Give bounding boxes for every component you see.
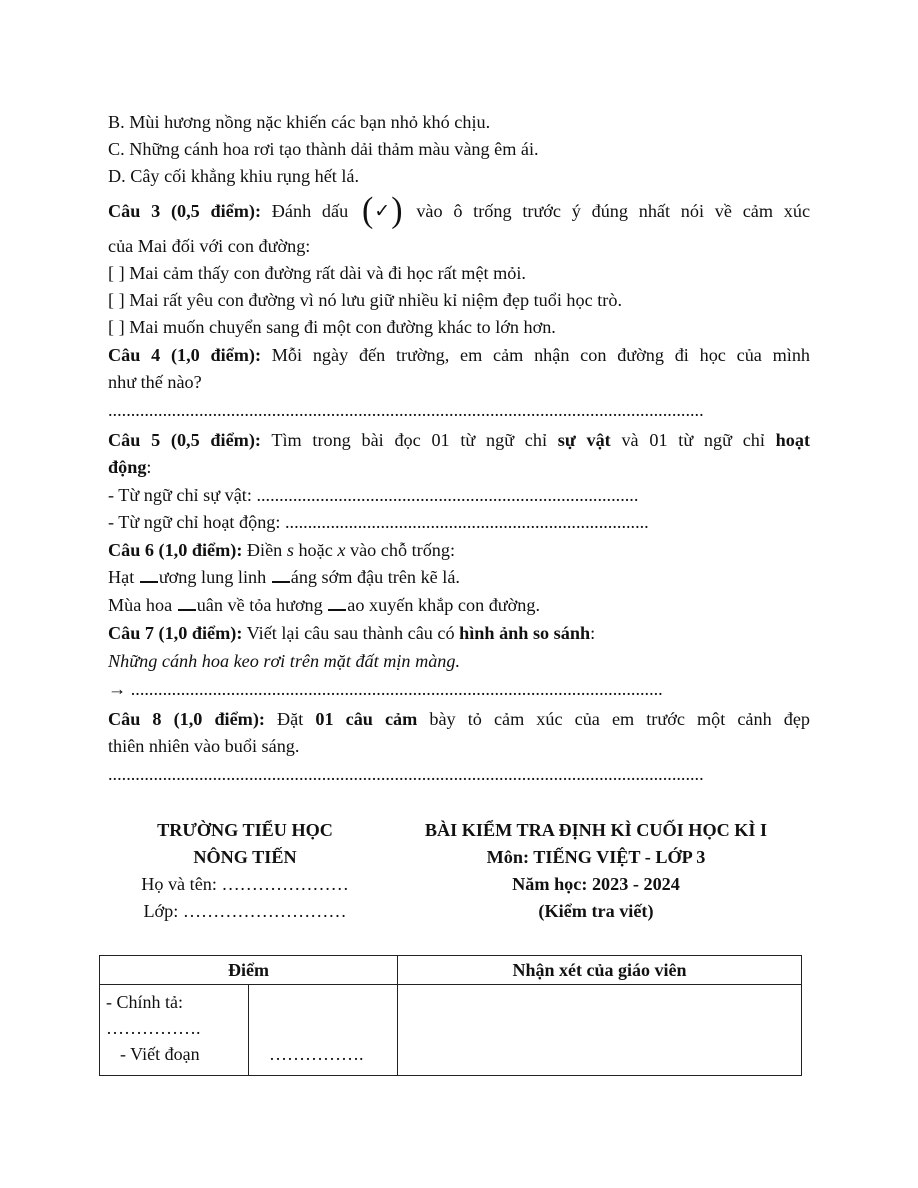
question-8-text: Đặt — [277, 709, 304, 729]
fill-blank-4[interactable] — [328, 594, 346, 611]
checkmark-icon: ( ✓ ) — [361, 191, 403, 230]
question-5-line2 — [108, 454, 151, 480]
question-5-term-1: sự vật — [557, 430, 611, 450]
question-7 — [108, 620, 595, 646]
question-7-label: Câu 7 (1,0 điểm): — [108, 623, 243, 643]
question-3-text-cont: vào ô trống trước ý đúng nhất nói về cảm xúc — [416, 201, 811, 222]
question-6 — [108, 537, 455, 563]
q6-l1-part-c: áng sớm đậu trên kẽ lá. — [290, 567, 460, 587]
question-7-sentence: Những cánh hoa keo rơi trên mặt đất mịn màng. — [108, 651, 461, 671]
exam-type: (Kiểm tra viết) — [538, 901, 654, 921]
score-label-paragraph: - Viết đoạn — [120, 1044, 200, 1064]
question-4-answer-line[interactable]: ................................................................................................................................... — [108, 400, 704, 420]
question-6-line-2 — [108, 592, 540, 618]
comment-column-header: Nhận xét của giáo viên — [398, 956, 802, 985]
question-6-letter-s: s — [286, 540, 294, 560]
question-5-answer-verb[interactable]: - Từ ngữ chỉ hoạt động: ................................................................................ — [108, 512, 649, 532]
score-dots-spelling[interactable]: ……………. — [106, 1018, 201, 1038]
question-8-term: 01 câu cảm — [315, 709, 418, 729]
teacher-comment-cell[interactable] — [398, 985, 802, 1076]
question-6-label: Câu 6 (1,0 điểm): — [108, 540, 243, 560]
option-b: B. Mùi hương nồng nặc khiến các bạn nhỏ khó chịu. — [108, 112, 491, 132]
q6-l1-part-b: ương lung linh — [158, 567, 267, 587]
question-3-text: Đánh dấu — [271, 201, 349, 222]
question-7-term: hình ảnh so sánh — [459, 623, 591, 643]
fill-blank-2[interactable] — [272, 566, 290, 583]
question-3 — [108, 191, 811, 230]
question-5-label: Câu 5 (0,5 điểm): — [108, 430, 261, 450]
question-5-term-2: hoạt — [775, 430, 811, 450]
school-name-line2: NÔNG TIẾN — [193, 847, 297, 867]
option-d: D. Cây cối khẳng khiu rụng hết lá. — [108, 166, 360, 186]
student-name-field[interactable]: Họ và tên: ………………… — [141, 874, 349, 894]
exam-year: Năm học: 2023 - 2024 — [512, 874, 680, 894]
score-table — [99, 955, 802, 1076]
question-4-text: Mỗi ngày đến trường, em cảm nhận con đường đi học của mình — [271, 345, 811, 365]
question-5 — [108, 427, 810, 453]
question-7-text: Viết lại câu sau thành câu có — [246, 623, 455, 643]
score-labels-cell — [100, 985, 249, 1076]
exam-title: BÀI KIỂM TRA ĐỊNH KÌ CUỐI HỌC KÌ I — [424, 820, 768, 840]
score-dots-paragraph[interactable]: ……………. — [269, 1044, 364, 1064]
question-3-label: Câu 3 (0,5 điểm): — [108, 201, 262, 222]
question-8 — [108, 706, 810, 732]
score-column-header: Điểm — [100, 956, 398, 985]
school-name-line1: TRƯỜNG TIỂU HỌC — [157, 820, 333, 840]
exam-header — [388, 817, 804, 925]
question-6-text-or: hoặc — [298, 540, 333, 560]
q6-l1-part-a: Hạt — [108, 567, 135, 587]
q6-l2-part-a: Mùa hoa — [108, 595, 173, 615]
question-5-answer-noun[interactable]: - Từ ngữ chỉ sự vật: .................................................................................... — [108, 485, 639, 505]
question-3-option-3[interactable]: [ ] Mai muốn chuyển sang đi một con đường khác to lớn hơn. — [108, 317, 556, 337]
question-8-label: Câu 8 (1,0 điểm): — [108, 709, 265, 729]
question-7-answer-line[interactable]: → ..................................................................................................................... — [108, 679, 663, 699]
fill-blank-3[interactable] — [178, 594, 196, 611]
student-class-field[interactable]: Lớp: ……………………… — [143, 901, 347, 921]
question-3-text-line2: của Mai đối với con đường: — [108, 236, 311, 256]
question-6-text-cont: vào chỗ trống: — [349, 540, 456, 560]
q6-l2-part-b: uân về tỏa hương — [196, 595, 323, 615]
option-c: C. Những cánh hoa rơi tạo thành dải thảm màu vàng êm ái. — [108, 139, 539, 159]
question-4-label: Câu 4 (1,0 điểm): — [108, 345, 261, 365]
question-7-colon: : — [590, 623, 596, 643]
q6-l2-part-c: ao xuyến khắp con đường. — [347, 595, 541, 615]
question-8-text-cont: bày tỏ cảm xúc của em trước một cảnh đẹp — [429, 709, 811, 729]
question-3-option-2[interactable]: [ ] Mai rất yêu con đường vì nó lưu giữ nhiều kỉ niệm đẹp tuổi học trò. — [108, 290, 622, 310]
exam-subject: Môn: TIẾNG VIỆT - LỚP 3 — [486, 847, 706, 867]
question-5-text: Tìm trong bài đọc 01 từ ngữ chỉ — [271, 430, 548, 450]
question-4 — [108, 342, 810, 368]
question-5-text-cont: và 01 từ ngữ chỉ — [621, 430, 765, 450]
question-4-text-line2: như thế nào? — [108, 372, 202, 392]
question-5-term-2-cont: động — [108, 457, 147, 477]
question-6-letter-x: x — [337, 540, 346, 560]
question-8-text-line2: thiên nhiên vào buổi sáng. — [108, 736, 300, 756]
question-6-line-1 — [108, 564, 460, 590]
question-3-option-1[interactable]: [ ] Mai cảm thấy con đường rất dài và đi học rất mệt mỏi. — [108, 263, 526, 283]
question-8-answer-line[interactable]: ................................................................................................................................... — [108, 764, 704, 784]
school-header — [130, 817, 360, 925]
question-6-text: Điền — [246, 540, 283, 560]
score-label-spelling: - Chính tả: — [106, 992, 183, 1012]
fill-blank-1[interactable] — [140, 566, 158, 583]
score-values-cell[interactable] — [249, 985, 398, 1076]
question-5-colon: : — [146, 457, 152, 477]
